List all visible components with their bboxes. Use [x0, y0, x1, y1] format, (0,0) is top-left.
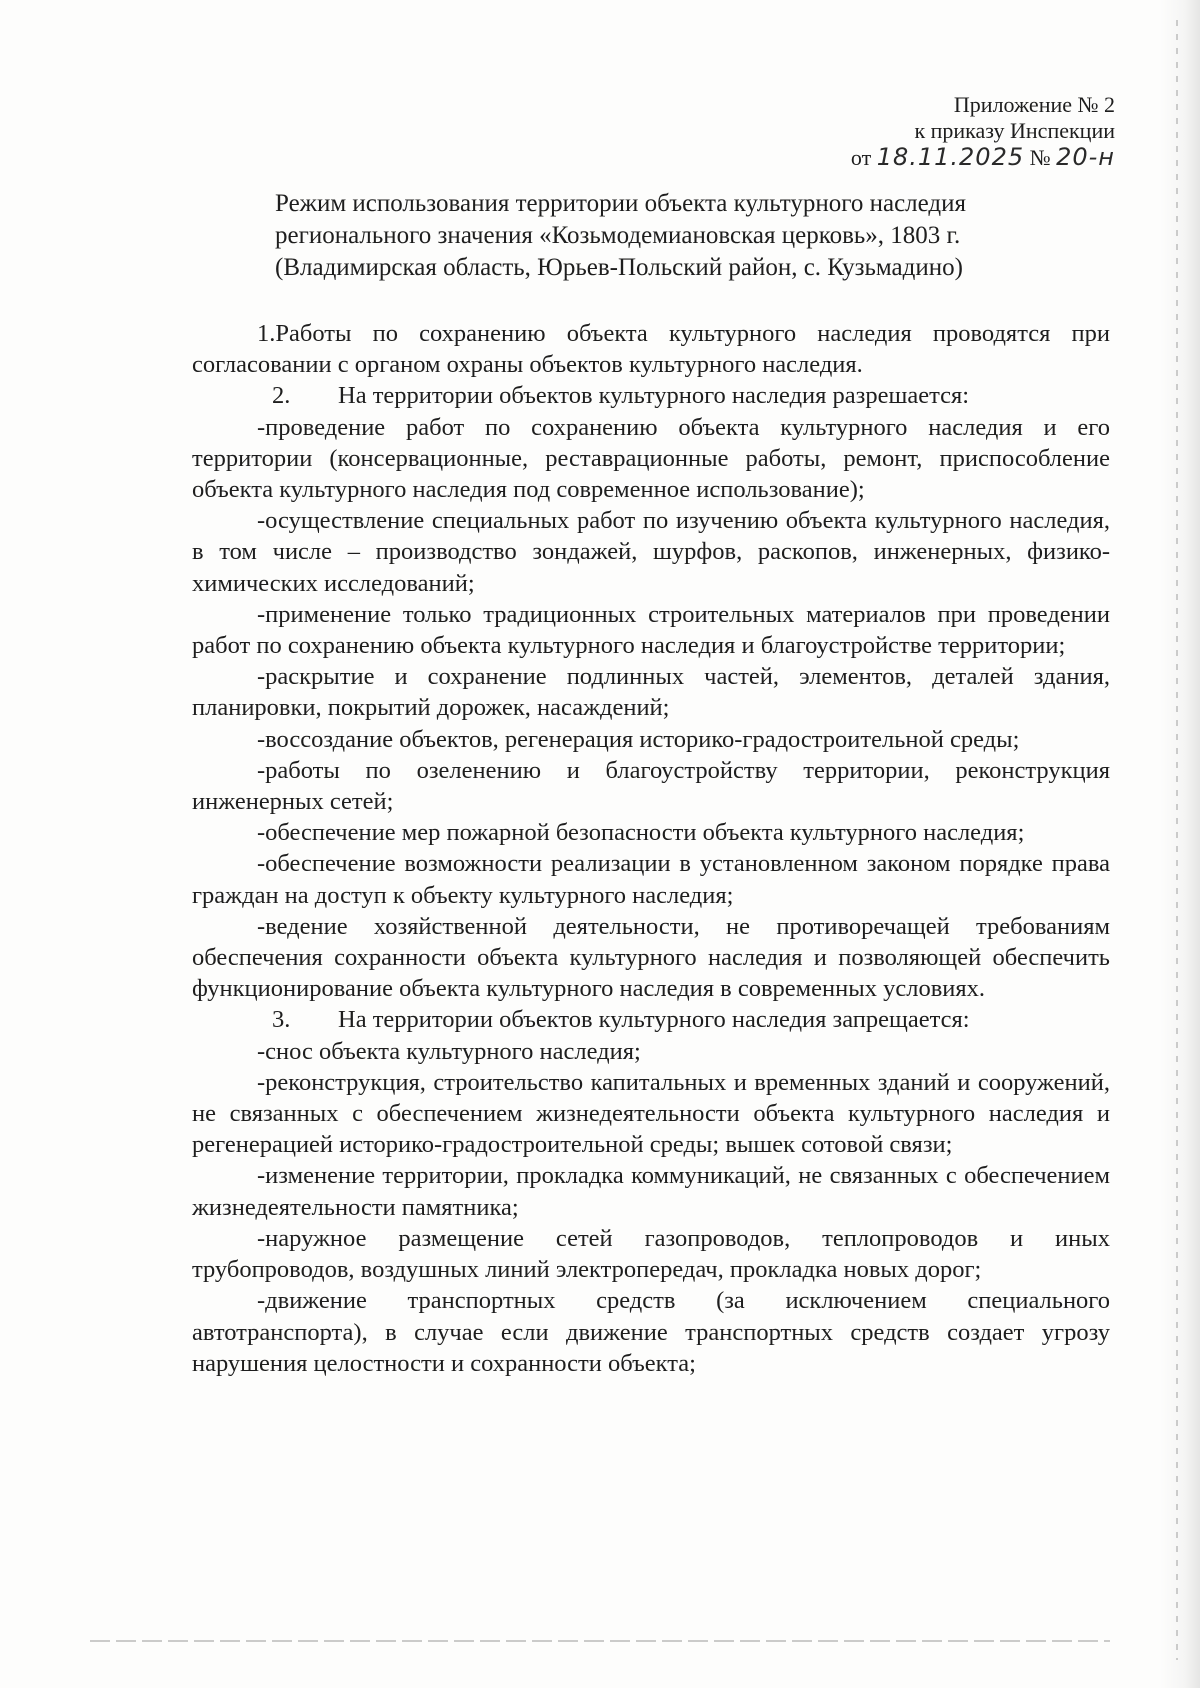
allowed-item: -применение только традиционных строительных материалов при проведении работ по сохранению объекта культурного наследия и благоустройстве территории; [192, 600, 1110, 660]
handwritten-order-number: 20-н [1056, 143, 1115, 171]
section-3-text: На территории объектов культурного наследия запрещается: [338, 1006, 970, 1034]
allowed-item: -ведение хозяйственной деятельности, не противоречащей требованиям обеспечения сохранности объекта культурного наследия и позволяющей обеспечить функционирование объекта культурного наследия в современных условиях. [192, 912, 1110, 1003]
title-line-2: регионального значения «Козьмодемиановская церковь», 1803 г. [275, 222, 961, 249]
document-title [275, 188, 1055, 284]
prohibited-item: -наружное размещение сетей газопроводов, теплопроводов и иных трубопроводов, воздушных линий электропередач, прокладка новых дорог; [192, 1224, 1110, 1284]
prohibited-list [192, 1036, 1110, 1379]
appendix-date-line [851, 144, 1115, 171]
prohibited-item: -снос объекта культурного наследия; [257, 1037, 641, 1065]
allowed-list [192, 412, 1110, 1005]
allowed-item: -работы по озеленению и благоустройству территории, реконструкция инженерных сетей; [192, 756, 1110, 816]
allowed-item: -осуществление специальных работ по изучению объекта культурного наследия, в том числе – производство зондажей, шурфов, раскопов, инженерных, физико-химических исследований; [192, 507, 1110, 597]
document-body [192, 318, 1110, 1379]
appendix-header [851, 92, 1115, 171]
allowed-item: -обеспечение возможности реализации в установленном законом порядке права граждан на доступ к объекту культурного наследия; [192, 850, 1110, 909]
allowed-item: -проведение работ по сохранению объекта культурного наследия и его территории (консервационные, реставрационные работы, ремонт, приспособление объекта культурного наследия под современное использование); [192, 413, 1110, 504]
title-line-3: (Владимирская область, Юрьев-Польский район, с. Кузьмадино) [275, 254, 963, 281]
allowed-item: -воссоздание объектов, регенерация историко-градостроительной среды; [257, 725, 1020, 753]
title-line-1: Режим использования территории объекта культурного наследия [275, 190, 967, 217]
paragraph-1: 1.Работы по сохранению объекта культурного наследия проводятся при согласовании с органом охраны объектов культурного наследия. [192, 320, 1110, 379]
section-3-heading [192, 1004, 1110, 1035]
allowed-item: -обеспечение мер пожарной безопасности объекта культурного наследия; [257, 819, 1025, 847]
appendix-number: Приложение № 2 [953, 92, 1115, 117]
appendix-number-label: № [1029, 145, 1051, 170]
handwritten-date: 18.11.2025 [876, 143, 1025, 171]
section-3-number: 3. [272, 1006, 291, 1034]
section-2-number: 2. [272, 382, 291, 410]
scan-bottom-line [90, 1640, 1110, 1642]
prohibited-item: -движение транспортных средств (за исключением специального автотранспорта), в случае если движение транспортных средств создает угрозу нарушения целостности и сохранности объекта; [192, 1287, 1110, 1377]
scan-edge-shadow [1160, 0, 1200, 1688]
section-2-heading [192, 380, 1110, 411]
scan-edge-line [1176, 20, 1178, 1660]
section-2-text: На территории объектов культурного наследия разрешается: [338, 382, 970, 410]
appendix-order-ref: к приказу Инспекции [914, 118, 1115, 143]
appendix-date-prefix: от [850, 145, 872, 170]
prohibited-item: -реконструкция, строительство капитальных и временных зданий и сооружений, не связанных с обеспечением жизнедеятельности объекта культурного наследия и регенерацией историко-градостроительной среды; вышек сотовой связи; [192, 1068, 1110, 1159]
allowed-item: -раскрытие и сохранение подлинных частей, элементов, деталей здания, планировки, покрытий дорожек, насаждений; [192, 663, 1110, 722]
prohibited-item: -изменение территории, прокладка коммуникаций, не связанных с обеспечением жизнедеятельности памятника; [192, 1162, 1110, 1221]
